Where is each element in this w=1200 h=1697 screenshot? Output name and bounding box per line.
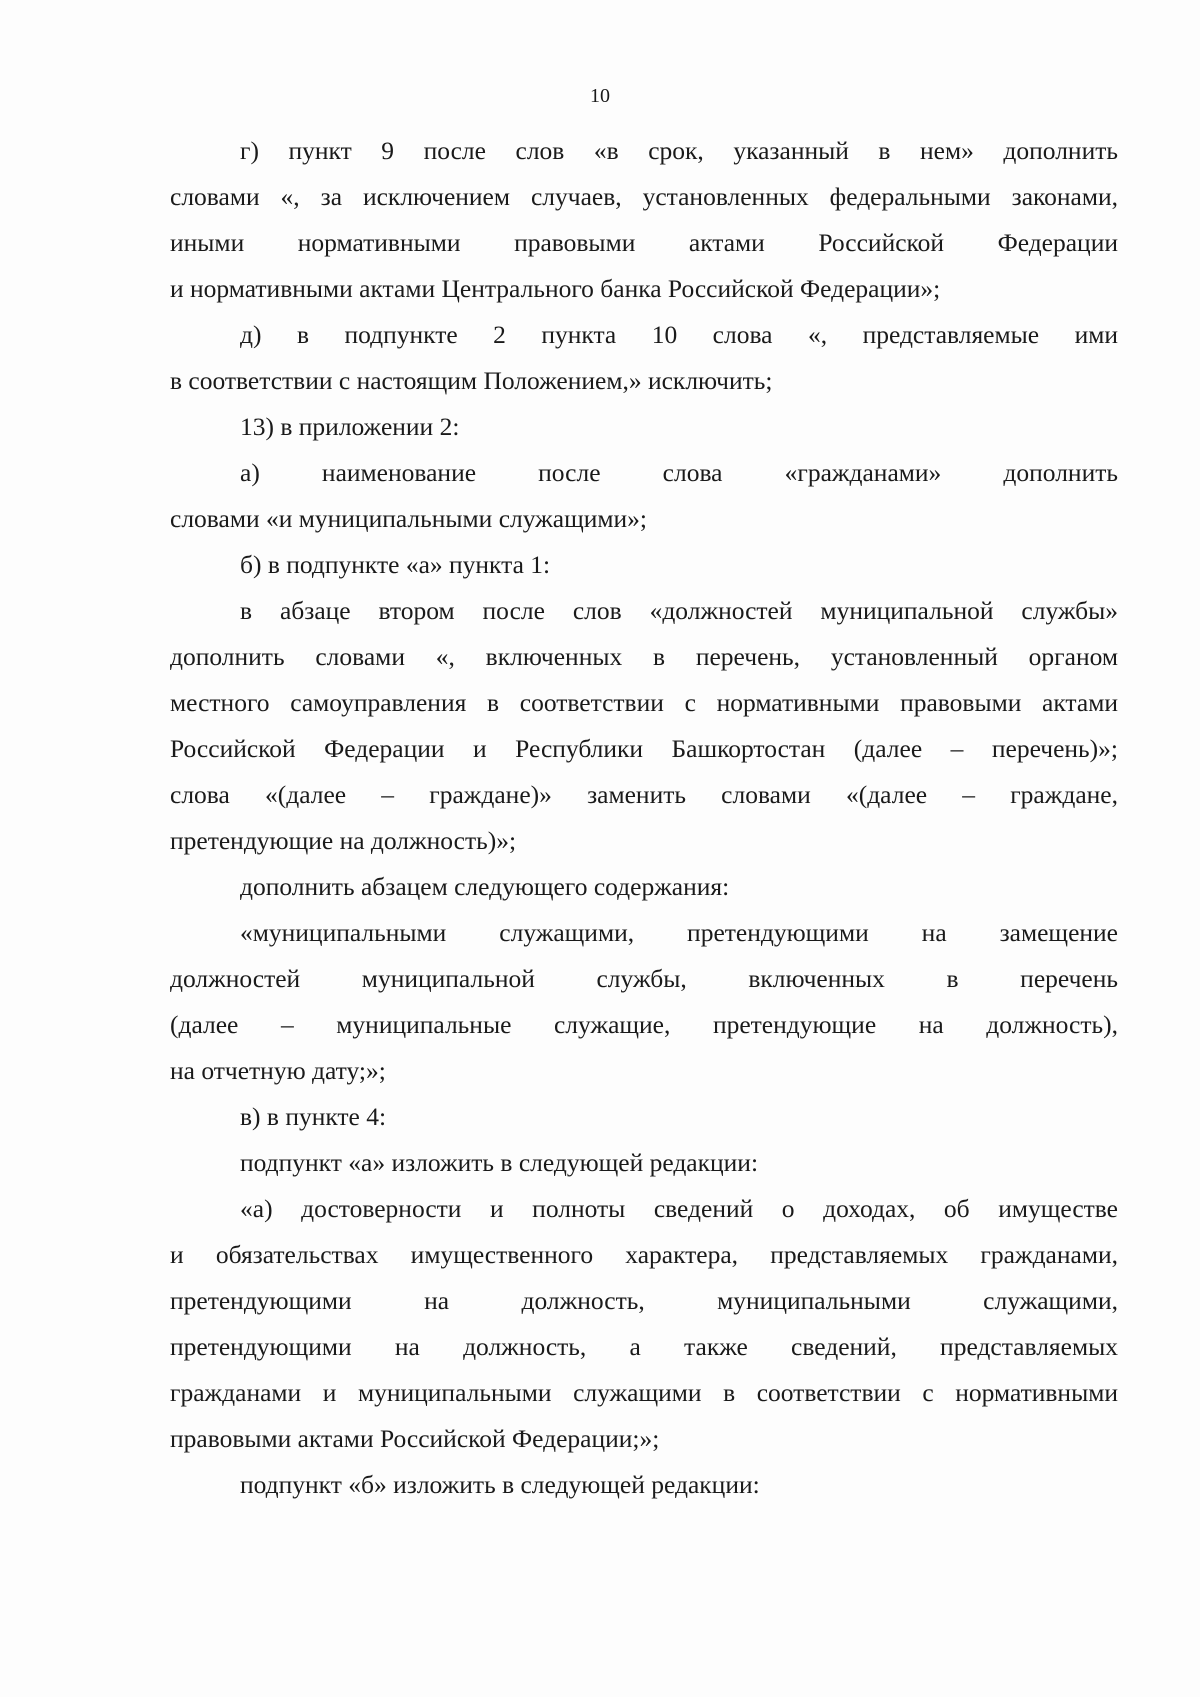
paragraph: [170, 1140, 1118, 1186]
paragraph: [170, 128, 1118, 312]
paragraph: [170, 1462, 1118, 1508]
text-line: (далее – муниципальные служащие, претендующие на должность),: [170, 1010, 1118, 1039]
text-line: гражданами и муниципальными служащими в соответствии с нормативными: [170, 1378, 1118, 1407]
text-line: подпункт «а» изложить в следующей редакции:: [240, 1148, 759, 1177]
text-line: дополнить словами «, включенных в перечень, установленный органом: [170, 642, 1118, 671]
paragraph: [170, 910, 1118, 1094]
text-line: б) в подпункте «а» пункта 1:: [240, 550, 551, 579]
text-line: слова «(далее – граждане)» заменить словами «(далее – граждане,: [170, 780, 1118, 809]
paragraph: [170, 864, 1118, 910]
text-line: словами «и муниципальными служащими»;: [170, 504, 647, 533]
document-body: [170, 128, 1118, 1508]
text-line: претендующими на должность, муниципальными служащими,: [170, 1286, 1118, 1315]
paragraph: [170, 450, 1118, 542]
text-line: словами «, за исключением случаев, установленных федеральными законами,: [170, 182, 1118, 211]
text-line: претендующие на должность)»;: [170, 826, 517, 855]
paragraph: [170, 1094, 1118, 1140]
text-line: «муниципальными служащими, претендующими на замещение: [240, 918, 1118, 947]
paragraph: [170, 1186, 1118, 1462]
text-line: подпункт «б» изложить в следующей редакции:: [240, 1470, 760, 1499]
paragraph: [170, 542, 1118, 588]
text-line: а) наименование после слова «гражданами» дополнить: [240, 458, 1118, 487]
paragraph: [170, 312, 1118, 404]
text-line: и нормативными актами Центрального банка Российской Федерации»;: [170, 274, 941, 303]
text-line: Российской Федерации и Республики Башкортостан (далее – перечень)»;: [170, 734, 1118, 763]
text-line: дополнить абзацем следующего содержания:: [240, 872, 730, 901]
text-line: в соответствии с настоящим Положением,» исключить;: [170, 366, 773, 395]
text-line: в абзаце втором после слов «должностей муниципальной службы»: [240, 596, 1118, 625]
paragraph: [170, 588, 1118, 864]
text-line: правовыми актами Российской Федерации;»;: [170, 1424, 660, 1453]
text-line: г) пункт 9 после слов «в срок, указанный в нем» дополнить: [240, 136, 1118, 165]
page-number: 10: [590, 85, 610, 107]
text-line: 13) в приложении 2:: [240, 412, 460, 441]
text-line: д) в подпункте 2 пункта 10 слова «, представляемые ими: [240, 320, 1118, 349]
text-line: иными нормативными правовыми актами Российской Федерации: [170, 228, 1118, 257]
text-line: в) в пункте 4:: [240, 1102, 387, 1131]
text-line: должностей муниципальной службы, включенных в перечень: [170, 964, 1118, 993]
text-line: и обязательствах имущественного характера, представляемых гражданами,: [170, 1240, 1118, 1269]
paragraph: [170, 404, 1118, 450]
text-line: на отчетную дату;»;: [170, 1056, 386, 1085]
text-line: претендующими на должность, а также сведений, представляемых: [170, 1332, 1118, 1361]
text-line: местного самоуправления в соответствии с нормативными правовыми актами: [170, 688, 1118, 717]
text-line: «а) достоверности и полноты сведений о доходах, об имуществе: [240, 1194, 1118, 1223]
